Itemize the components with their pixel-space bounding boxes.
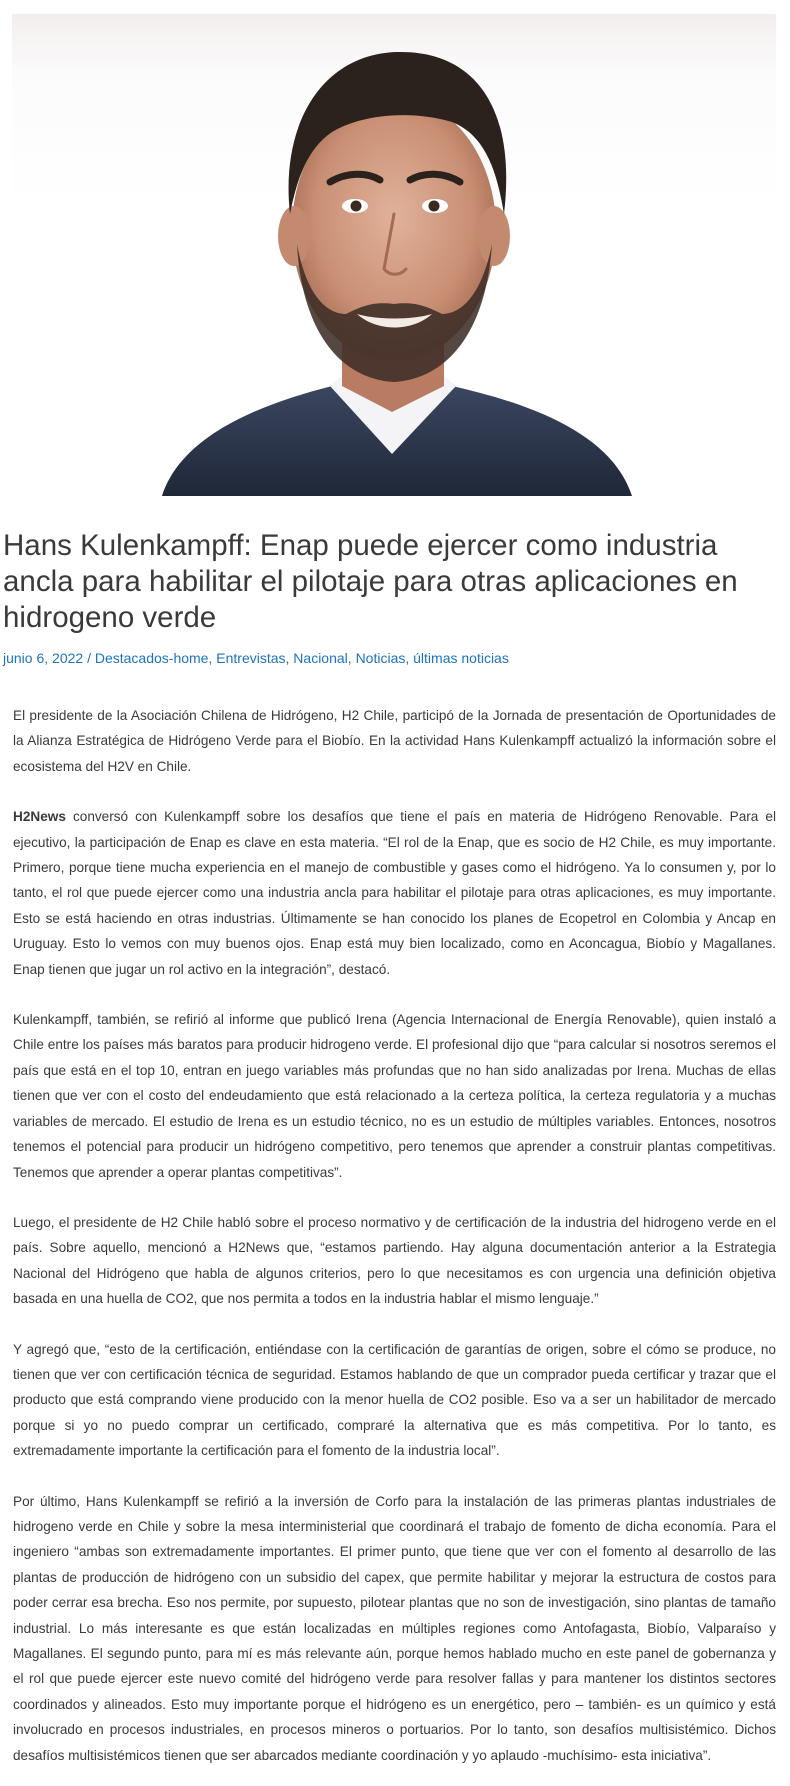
paragraph-1 bbox=[13, 703, 776, 779]
paragraph-text: Y agregó que, “esto de la certificación, entiéndase con la certificación de garantías de origen, sobre el cómo se produce, no tienen que ver con certificación técnica de seguridad. Estamos hablando de que un comprador pueda certificar y trazar que el producto que está comprando viene producido con la menor huella de CO2 posible. Eso va a ser un habilitador de mercado porque si yo no puedo comprar un certificado, compraré la alternativa que es más competitiva. Por lo tanto, es extremadamente importante la certificación para el fomento de la industria local”. bbox=[13, 1341, 776, 1459]
paragraph-text: Kulenkampff, también, se refirió al informe que publicó Irena (Agencia Internacional de Energía Renovable), quien instaló a Chile entre los países más baratos para producir hidrogeno verde. El profesional dijo que “para calcular si nosotros seremos el país que está en el top 10, entran en juego variables más profundas que no han sido analizadas por Irena. Muchas de ellas tienen que ver con el costo del endeudamiento que está relacionado a la certeza política, la certeza regulatoria y a muchas variables de mercado. El estudio de Irena es un estudio técnico, no es un estudio de múltiples variables. Entonces, nosotros tenemos el potencial para producir un hidrógeno competitivo, pero tenemos que aprender a construir plantas competitivas. Tenemos que aprender a operar plantas competitivas”. bbox=[13, 1012, 776, 1180]
category-link-entrevistas[interactable]: Entrevistas bbox=[216, 650, 286, 666]
article-body bbox=[13, 703, 776, 1786]
category-link-noticias[interactable]: Noticias bbox=[355, 650, 406, 666]
category-link-destacados[interactable]: Destacados-home bbox=[94, 650, 209, 666]
paragraph-4 bbox=[13, 1210, 776, 1312]
meta-separator: / bbox=[87, 650, 91, 666]
paragraph-3 bbox=[13, 1007, 776, 1185]
article-title: Hans Kulenkampff: Enap puede ejercer como industria ancla para habilitar el pilotaje para otras aplicaciones en hidrogeno verde bbox=[3, 529, 738, 634]
post-meta: junio 6, 2022 / Destacados-home, Entrevistas, Nacional, Noticias, últimas noticias bbox=[3, 650, 509, 666]
category-link-ultimas-noticias[interactable]: últimas noticias bbox=[413, 650, 509, 666]
paragraph-text: Por último, Hans Kulenkampff se refirió a la inversión de Corfo para la instalación de las primeras plantas industriales de hidrogeno verde en Chile y sobre la mesa interministerial que coordinará el trabajo de fomento de dicha economía. Para el ingeniero “ambas son extremadamente importantes. El primer punto, que tiene que ver con el fomento al desarrollo de las plantas de producción de hidrógeno con un subsidio del capex, que permite habilitar y mejorar la estructura de costos para poder cerrar esa brecha. Eso nos permite, por supuesto, pilotear plantas que no son de investigación, sino plantas de tamaño industrial. Lo más interesante es que están localizadas en múltiples regiones como Antofagasta, Biobío, Valparaíso y Magallanes. El segundo punto, para mí es más relevante aún, porque hemos hablado mucho en este panel de gobernanza y el rol que puede ejercer este nuevo comité del hidrógeno verde para resolver fallas y para mantener los distintos sectores coordinados y alineados. Esto muy importante porque el hidrógeno es un energético, pero – también- es un químico y está involucrado en procesos industriales, en procesos mineros o portuarios. Por lo tanto, son desafíos multisistémico. Dichos desafíos multisistémicos tienen que ser abarcados mediante coordinación y yo aplaudo -muchísimo- esta iniciativa”. bbox=[13, 1493, 776, 1763]
paragraph-2 bbox=[13, 804, 776, 982]
paragraph-text: Luego, el presidente de H2 Chile habló sobre el proceso normativo y de certificación de la industria del hidrogeno verde en el país. Sobre aquello, mencionó a H2News que, “estamos partiendo. Hay alguna documentación anterior a la Estrategia Nacional del Hidrógeno que habla de algunos criterios, pero lo que necesitamos es con urgencia una definición objetiva basada en una huella de CO2, que nos permita a todos en la industria hablar el mismo lenguaje.” bbox=[13, 1214, 776, 1307]
paragraph-5 bbox=[13, 1337, 776, 1464]
h2news-lead: H2News bbox=[13, 809, 66, 825]
paragraph-text: El presidente de la Asociación Chilena de Hidrógeno, H2 Chile, participó de la Jornada de presentación de Oportunidades de la Alianza Estratégica de Hidrógeno Verde para el Biobío. En la actividad Hans Kulenkampff actualizó la información sobre el ecosistema del H2V en Chile. bbox=[13, 708, 776, 774]
portrait-illustration bbox=[12, 14, 776, 496]
category-link-nacional[interactable]: Nacional bbox=[293, 650, 348, 666]
hero-image bbox=[12, 14, 776, 496]
paragraph-text: conversó con Kulenkampff sobre los desafíos que tiene el país en materia de Hidrógeno Renovable. Para el ejecutivo, la participación de Enap es clave en esta materia. “El rol de la Enap, que es socio de H2 Chile, es muy importante. Primero, porque tiene mucha experiencia en el manejo de combustible y gases como el hidrógeno. Ya lo consumen y, por lo tanto, el rol que puede ejercer como una industria ancla para habilitar el pilotaje para otras aplicaciones, es muy importante. Esto se está haciendo en otras industrias. Últimamente se han conocido los planes de Ecopetrol en Colombia y Ancap en Uruguay. Esto lo vemos con muy buenos ojos. Enap está muy bien localizado, como en Aconcagua, Biobío y Magallanes. Enap tienen que jugar un rol activo en la integración”, destacó. bbox=[13, 809, 776, 977]
post-date-link[interactable]: junio 6, 2022 bbox=[3, 650, 84, 666]
paragraph-6 bbox=[13, 1489, 776, 1768]
